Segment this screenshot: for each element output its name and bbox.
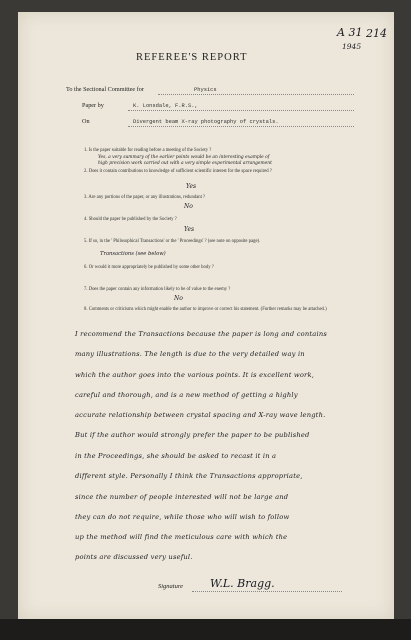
paper-rule [128, 110, 354, 111]
committee-rule [158, 94, 354, 95]
comment-line-10: they can do not require, while those who will wish to follow [75, 513, 290, 521]
scan-border [0, 619, 411, 640]
on-label: On [82, 118, 90, 125]
archive-year: 1945 [342, 42, 362, 51]
answer-1-line-2: high precision work carried out with a very simple experimental arrangement [98, 161, 272, 166]
comment-line-12: points are discussed very useful. [75, 553, 193, 561]
signature: W.L. Bragg. [210, 577, 275, 590]
comment-line-6: But if the author would strongly prefer the paper to be published [75, 431, 310, 439]
question-1: 1. Is the paper suitable for reading before a meeting of the Society ? [84, 148, 212, 153]
comment-line-2: many illustrations. The length is due to the very detailed way in [75, 350, 305, 358]
question-7: 7. Does the paper contain any information likely to be of value to the enemy ? [84, 287, 231, 292]
comment-line-3: which the author goes into the various points. It is excellent work, [75, 371, 315, 379]
signature-label: Signature [158, 583, 184, 590]
report-sheet [18, 12, 394, 619]
page-number: 214 [366, 27, 387, 40]
document-title: REFEREE'S REPORT [136, 52, 248, 63]
comment-line-4: careful and thorough, and is a new method of getting a highly [75, 391, 298, 399]
comment-line-1: I recommend the Transactions because the paper is long and contains [75, 330, 327, 338]
committee-label: To the Sectional Committee for [66, 86, 144, 93]
comment-line-7: in the Proceedings, she should be asked to recast it in a [75, 452, 277, 460]
answer-3: No [184, 203, 193, 210]
signature-rule [192, 591, 342, 592]
question-3: 3. Are any portions of the paper, or any illustrations, redundant ? [84, 195, 206, 200]
comment-line-8: different style. Personally I think the Transactions appropriate, [75, 472, 303, 480]
answer-7: No [174, 295, 183, 302]
paper-title: Divergent beam X-ray photography of crystals. [133, 119, 279, 125]
on-rule [128, 126, 354, 127]
answer-1-line-1: Yes, a very summary of the earlier points would be an interesting example of [98, 155, 270, 160]
question-8: 8. Comments or criticisms which might enable the author to improve or correct his statement. (Further remarks may be attached.) [84, 307, 327, 312]
question-6: 6. Or would it more appropriately be published by some other body ? [84, 265, 214, 270]
paper-author: K. Lonsdale, F.R.S., [133, 103, 198, 109]
question-4: 4. Should the paper be published by the Society ? [84, 217, 177, 222]
question-2: 2. Does it contain contributions to knowledge of sufficient scientific interest for the space required ? [84, 169, 272, 174]
question-5: 5. If so, in the ' Philosophical Transactions' or the ' Proceedings' ? (see note on opposite page). [84, 239, 261, 244]
paper-label: Paper by [82, 102, 104, 109]
answer-4: Yes [184, 226, 195, 233]
comment-line-11: up the method will find the meticulous care with which the [75, 533, 288, 541]
comment-line-9: since the number of people interested will not be large and [75, 493, 289, 501]
committee-value: Physics [194, 87, 217, 93]
answer-5: Transactions (see below) [100, 251, 166, 257]
archive-ref: A 31 [337, 26, 363, 39]
comment-line-5: accurate relationship between crystal spacing and X-ray wave length. [75, 411, 326, 419]
answer-2: Yes [186, 183, 197, 190]
